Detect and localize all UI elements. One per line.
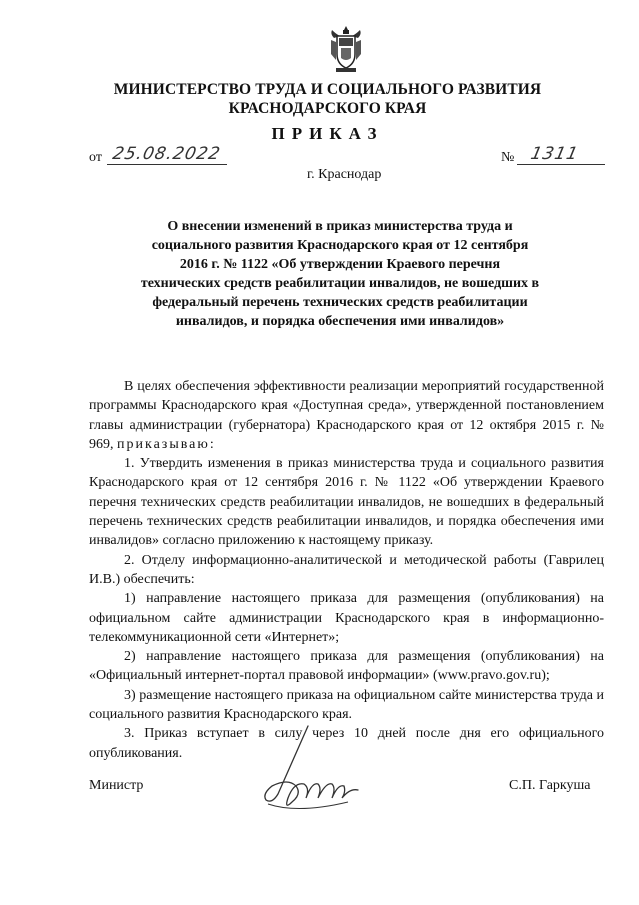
paragraph-2-item-2: 2) направление настоящего приказа для размещения (опубликования) на «Официальный интернет-портал правовой информации» (www.pravo.gov.ru); <box>89 649 604 684</box>
signer-name: С.П. Гаркуша <box>509 778 591 793</box>
order-subject: О внесении изменений в приказ министерства труда и социального развития Краснодарского края от 12 сентября 2016 г. № 1122 «Об утверждении Краевого перечня технических средств реабилитации инвалидов, не вошедших в федеральный перечень технических средств реабилитации инвалидов, и порядка обеспечения ими инвалидов» <box>140 219 540 329</box>
preamble-text: В целях обеспечения эффективности реализации мероприятий государственной программы Краснодарского края «Доступная среда», утвержденной постановлением главы администрации (губернатора) Краснодарского края от 12 октября 2015 г. № 969, <box>89 379 604 452</box>
coat-of-arms-icon <box>328 24 364 74</box>
paragraph-2: 2. Отделу информационно-аналитической и методической работы (Гаврилец И.В.) обеспечить: <box>89 552 604 587</box>
date-underline <box>107 164 227 165</box>
paragraph-2-item-1: 1) направление настоящего приказа для размещения (опубликования) на официальном сайте администрации Краснодарского края в информационно-телекоммуникационной сети «Интернет»; <box>89 591 604 645</box>
order-number: 1311 <box>528 144 581 164</box>
ministry-name-line2: КРАСНОДАРСКОГО КРАЯ <box>228 100 427 117</box>
order-word: приказываю: <box>117 436 216 452</box>
document-type: ПРИКАЗ <box>271 124 384 143</box>
number-underline <box>517 164 605 165</box>
number-prefix: № <box>501 150 515 165</box>
paragraph-3: 3. Приказ вступает в силу через 10 дней после дня его официального опубликования. <box>89 726 604 761</box>
paragraph-1: 1. Утвердить изменения в приказ министерства труда и социального развития Краснодарского края от 12 сентября 2016 г. № 1122 «Об утверждении Краевого перечня технических средств реабилитации инвалидов, не вошедших в федеральный перечень технических средств реабилитации инвалидов, и порядка обеспечения ими инвалидов» согласно приложению к настоящему приказу. <box>89 456 604 549</box>
handwritten-signature <box>248 724 366 824</box>
ministry-name-line1: МИНИСТЕРСТВО ТРУДА И СОЦИАЛЬНОГО РАЗВИТИЯ <box>113 81 542 98</box>
order-date: 25.08.2022 <box>110 144 223 164</box>
city: г. Краснодар <box>307 167 382 182</box>
signer-position: Министр <box>89 778 144 793</box>
order-body <box>89 377 604 763</box>
paragraph-2-item-3: 3) размещение настоящего приказа на официальном сайте министерства труда и социального развития Краснодарского края. <box>89 687 604 723</box>
preamble-paragraph <box>89 377 604 454</box>
date-prefix: от <box>89 150 102 165</box>
